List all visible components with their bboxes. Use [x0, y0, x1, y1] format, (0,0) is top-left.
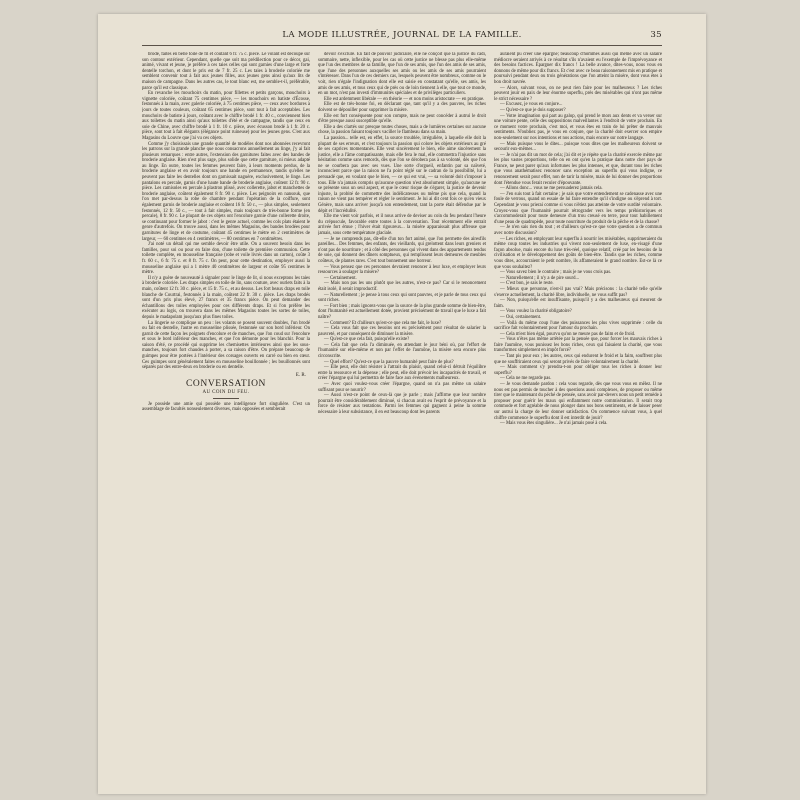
paragraph: Elle est de très-bonne foi, en déclarant que, tant qu'il y a des pauvres, les riches doivent se dépouiller pour supprimer la misère. [318, 102, 486, 113]
paragraph: — Quel effort? Qu'est-ce que la pauvre humanité peut faire de plus? [324, 359, 454, 365]
paragraph: — Certainement. [324, 275, 357, 281]
paragraph: — Mais vous êtes singulière... Je n'ai jamais posé à cela. [500, 421, 608, 427]
paragraph: — Cela m'est bien égal, pourvu qu'on ne meure pas de faim et de froid. [500, 331, 636, 337]
paragraph: — Tant pis pour eux ; les autres, ceux qui endurent le froid et la faim, souffrent plus que ne souffriraient ceux qui seront privés de faire volontairement la charité. [494, 354, 662, 365]
paragraph: — Non, puisqu'elle est insuffisante, puisqu'il y a des malheureux qui meurent de faim. [494, 298, 662, 309]
paragraph: — Aussi n'est-ce point de ceux-là que je parle ; mais j'affirme que leur nombre pourrait être considérablement diminué, si chacun avait eu l'esprit de prévoyance et la force de résister aux tentations. Parmi les femmes qui gagnent à peine la somme nécessaire à leur subsistance, il en est beaucoup dont les parents [318, 393, 486, 415]
paragraph: — Cela ne me regarde pas. [500, 376, 552, 382]
column-3 [494, 52, 662, 776]
paragraph: La lingerie se complique un peu : les volants se posent souvent doubles, l'un brodé ou fait en dentelle, l'autre en mousseline plissée, festonnée sur son bord inférieur. On garnit de cette façon les poignets d'encolure et de manches, que l'on coud sur l'encolure et sous le bord inférieur des manches, et que l'on démonte pour les blanchir. Pour la saison d'été, ce procédé qui supprime les chemisettes intérieures ainsi que les sous-manches, toujours fort chaudes à porter, a sa raison d'être. On prépare beaucoup de guimpes pour être portées à l'intérieur des corsages ouverts en carré ou bien en cœur. Ces guimpes sont généralement faites en mousseline bouillonnée ; les bouillonnés sont séparés par des entre-deux en broderie ou en dentelle. [142, 320, 310, 371]
paragraph: Je possède une amie qui possède une intelligence fort singulière. C'est un assemblage de facultés nonseulement diverses, mais opposées et semblerait [142, 401, 310, 413]
paragraph: brodé, faites en belle toile de fil et coûtant 6 fr. 75 c. pièce. Le volant est découpé sur son contour extérieur. Cependant, quelle que soit ma prédilection pour ce décor, gai, animé, vivant et jeune, je préfère à ces taies celles qui sont garnies d'une large et forte dentelle torchon, et dont le prix est de 7 fr. 25 c. Les taies à broderie coloriée me semblent convenir tout à fait aux jeunes filles, aux jeunes gens ainsi qu'aux lits de maison de campagne. Dans les autres cas, le tout blanc est, me semble-t-il, préférable, parce qu'il est classique. [142, 52, 310, 91]
text-columns [142, 52, 662, 776]
paragraph: Elle est fort conséquente pour son compte, mais ne peut concéder à autrui le droit d'être presque aussi susceptible qu'elle. [318, 113, 486, 125]
column-1 [142, 52, 310, 776]
paragraph: — Mais puisque vous le dites... puisque vous dites que les malheureux doivent se secourir eux-mêmes... [494, 141, 662, 153]
paragraph: — Comment? Et d'ailleurs qu'est-ce que cela me fait, le luxe? [324, 320, 442, 326]
paragraph: — C'est bon, je sais le reste. [500, 281, 554, 287]
paragraph: Il n'y a guère de nouveauté à signaler pour le linge de lit, si nous exceptons les taies à broderie coloriée. Les draps simples en toile de lin, sans couture, avec ourlets faits à la main, coûtent 12 fr. 30 c. pièce, et 15 fr. 75 c., et au dessus. Les fort beaux draps en toile blanche de Courtrai, festonnés à la main, coûtent 22 fr. 30 c. pièce. Les draps brodés sont d'un prix plus élevé, 27 francs et 35 francs pièce. On peut demander des échantillons des toiles employées pour ces différents draps. Et si l'on préfère les exécuter au logis, on trouvera dans les mêmes Magasins toutes les sortes de toiles, depuis le madapolam jusqu'aux plus fines toiles. [142, 275, 310, 320]
paragraph: — Naturellement ; il n'y a de pire sourd... [500, 275, 580, 281]
running-head [142, 30, 662, 44]
paragraph: — J'en suis tout à fait certaine ; je sais que votre entendement se cadenasse avec une foule de verrous, quand on essaie de lui faire entendre qu'il s'indigne ou s'éprend à tort. Cependant je vous prierai comme si vous n'étiez pas atteinte de votre surdité volontaire. Croyez-vous que l'humanité pourrait rétrograder vers les temps préhistoriques et s'accommoderait pour toute demeure d'un trou creusé en terre, pour tout habillement d'une peau de quadrupède, pour toute nourriture du produit de la pêche et de la chasse? [494, 191, 662, 225]
paragraph: — Allons donc... vous ne me persuaderez jamais cela. [500, 186, 603, 192]
article-rule [213, 398, 239, 399]
paragraph: En revanche les mouchoirs du matin, pour fillettes et petits garçons, mouchoirs à vignette coloriée, coûtant 75 centimes pièce, — les mouchoirs en batiste d'Écosse, festonnés à la main, avec galerie coloriée, à 75 centimes pièce, — ceux avec bordures à jours de toutes couleurs, coûtant 65 centimes pièce, sont tout à fait acceptables. Les mouchoirs de batiste à jours, coûtant avec le chiffre brodé 1 fr. 40 c., conviennent bien aux toilettes du matin ainsi qu'aux toilettes d'été et de campagne, tandis que ceux en soie de Chine, avec chiffre brodé à 1 fr. 10 c. pièce, avec écusson brodé à 1 fr. 20 c. pièce, sont tout à fait élégants (élégance point ruineuse) pour les jeunes gens. C'est aux Magasins du Louvre que j'ai vu ces objets. [142, 91, 310, 141]
paragraph: J'ai noté un détail qui me semble devoir être utile. On a souvent besoin dans les familles, pour soi ou pour en faire don, d'une toilette de première communion. Cette toilette complète, en mousseline française (robe et voile livrés dans un carton), coûte 3 fr. 60 c., 6 fr. 75 c. et 8 fr. 75 c. On peut, pour cette destination, employer aussi la mousseline anglaise qui a 1 mètre 40 centimètres de largeur et coûte 95 centimes le mètre. [142, 242, 310, 276]
paragraph: — Je n'ai pas dit un mot de cela; j'ai dit et je répète que la charité exercée même par les plus vastes proportions, telle on en ont qu'en la pratique dans notre cher pays de France, ne peut parer qu'aux infortunes les plus intenses, et que, durant tous les riches que vous anathématisez renoncer sans exception au superflu qui vous indigne, ce renoncement serait pour effet, non de tarir la misère, mais de lui donner des proportions dont l'étendue vous ferait reculer d'épouvante. [494, 152, 662, 186]
paragraph: — Vous n'êtes pas même arrêtée par la pensée que, pour forcer les mauvais riches à faire l'aumône, vous punissez les bons riches, ceux qui faisaient la charité, que vous transformez simplement en impôt forcé? [494, 337, 662, 354]
paragraph: auraient pu créer une épargne; beaucoup d'hommes aussi qui même avec un salaire médiocre seraient arrivés à ce résultat s'ils n'avaient eu l'exemple de l'imprévoyance et des besoins factices. Épargner dix francs ! La belle avance, dites-vous, nous vous en donnons de même pour dix francs. Et c'est avec ce beau raisonnement mis en pratique et poursuivi pendant deux ou trois générations que l'on atteint la misère, dont vous êtes à bon droit navrée. [494, 52, 662, 85]
paragraph: Elle a des clartés sur presque toutes choses, mais a de lumières certaines sur aucune chose, la passion faisant toujours vaciller le flambeau dans sa main. [318, 124, 486, 136]
journal-title: LA MODE ILLUSTRÉE, JOURNAL DE LA FAMILLE. [282, 30, 522, 40]
paragraph: — Je ne comprends pas, dit-elle d'un ton fort animé, que l'on permette des airesfils pareilles... Des femmes, des enfants, des vieillards, qui grelottent dans leurs greniers et n'ont pas de nourriture ; et à côté des personnes qui vivent dans des appartements tendus de soie, qui donnent des dîners somptueux, qui remplissent leurs demeures de meubles coûteux, de plantes rares. C'est tout bonnement une horreur. [318, 236, 486, 264]
paragraph: — Elle peut, elle doit résister à l'attrait du plaisir, quand celui-ci détruit l'équilibre entre la ressource et la dépense ; elle peut, elle doit prévoir les incapacités de travail, et créer l'épargne qui lui permettra de faire face aux événements malheureux. [318, 365, 486, 382]
page-number: 35 [650, 30, 662, 40]
paragraph: — Je n'en sais rien du tout ; et d'ailleurs qu'est-ce que votre question a de commun avec notre discussion? [494, 225, 662, 236]
paragraph: — Fort bien ; mais ignorez-vous que la source de la plus grande somme de bien-être, dont l'humanité est actuellement dotée, provient précisément de travail que le luxe a fait naître? [318, 303, 486, 320]
author-signature: E. R. [295, 372, 306, 378]
article-subtitle: AU COIN DU FEU. [202, 390, 250, 396]
paragraph: Elle est ardemment libérale — en théorie — et non moins aristocrate — en pratique. [324, 96, 485, 102]
paragraph: — Vous pensez que ces personnes devraient renoncer à leur luxe, et employer leurs ressources à soulager la misère? [318, 264, 486, 276]
paragraph: — Mais non pas les uns plutôt que les autres, n'est-ce pas? Car si le renoncement était isolé, il serait improductif. [318, 281, 486, 292]
paragraph: — Vous savez bien le contraire ; mais je ne vous crois pas. [500, 270, 612, 276]
paragraph: devoir s'exclure. En fait de pouvoir judiciaire, elle ne conçoit que la justice du cadi, sommaire, nette, inflexible, pour les cas où cette justice ne blesse pas plus elle-même que l'un des membres de sa famille, que l'un de ses amis, que l'un des amis de ses amis, que l'une des personnes auxquelles ses amis ou les amis de ses amis pourraient s'intéresser. Dans l'un de ces derniers cas, lesquels peuvent être nombreux, comme on le voit, rien n'égale l'indignation dont elle est saisie en constatant qu'elle, ses amis, les amis de ses amis, et tous ceux qui de près ou de loin tiennent à elle, que tout ce monde, en un mot, n'est pas investi d'immunités spéciales et de privilèges particuliers. [318, 52, 486, 97]
paragraph: — Votre imagination qui part au galop, qui prend le mors aux dents et va verser sur une voiture pente, celle des suppositions malveillantes à l'endroit de votre prochain. En ce moment votre prochain, c'est moi, et vous êtes en train de lui prêter de mauvais sentiments. N'oubliez pas, je vous en conjure, que la charité doit exercer son empire non-seulement sur nos intentions et nos actions, mais encore sur notre langage. [494, 113, 662, 141]
paragraph: — Voilà du même coup l'une des puissances les plus vives supprimée : celle du sacrifice fait volontairement pour l'amour du prochain. [494, 320, 662, 332]
paragraph: Elle me vient voir parfois, et il nous arrive de deviser au coin du feu pendant l'heure du crépuscule, favorable entre toutes à la conversation. Tout récemment elle entrait arrivée fort émue ; l'hiver était rigoureux... la misère apparaissait plus affreuse que jamais, sous cette température glaciale. [318, 214, 486, 236]
paragraph: Comme j'y choisissais une grande quantité de modèles dont nos abonnées recevront les patrons sur la grande planche que nous consacrons annuellement au linge, j'y ai fait plusieurs remarques : entre autres, l'extension des garnitures faites avec des bandes de broderie anglaise. Rien n'est plus sage, plus solide que cette garniture, ni mieux adapté au linge. En outre, toutes les femmes peuvent faire, à leurs moments perdus, de la broderie anglaise et en avoir toujours une bande en permanence, tandis qu'elles ne peuvent pas faire les dentelles dont on garnissait naguère, exclusivement, le linge. Les pantalons en percale, garnis d'une haute bande de broderie anglaise, coûtent 12 fr. 90 c. pièce. Les camisoles en percale à plastron plissé, avec collerette, jabot et manchettes de broderie anglaise, coûtent également 8 fr. 90 c. pièce. Les peignoirs en nansouk, que l'on met par-dessus la robe de chambre pendant l'opération de la coiffure, sont également garnis de broderie anglaise et coûtent 16 fr. 50 c., — plus simples, seulement festonnés, 12 fr. 50 c., — tout à fait simples, mais toujours de très-bonne forme (en percale), 8 fr. 90 c. Le plupart de ces objets ont l'encolure garnie d'une collerette droite, se continuant pour former le jabot : c'est le genre actuel, comme les cols plats étaient le genre d'autrefois. On trouve aussi, dans les mêmes Magasins, des bandes brodées pour garnitures de linge et de costume, coûtant 45 centimes le mètre en 2 centimètres de largeur, — 60 centimes en 4 centimètres, — 80 centimes en 7 centimètres. [142, 141, 310, 242]
paragraph: — Je vous demande pardon : cela vous regarde, dès que vous vous en mêlez. Il ne nous est pas permis de toucher à des questions aussi complexes, de proposer ou même tirer que le maintenant du péché de pensée, sans avoir par-devers nous un petit remède à proposer pour guérir les maux qui enflamment notre commisération. Il serait trop commode et fort agréable de nous plonger dans nos bons sentiments, et de laisser peser sur autrui la charge de leur donner satisfaction. On commence suivant vous, à quel chiffre commence le superflu dont il est interdit de jouir? [494, 382, 662, 421]
article-title: CONVERSATION [185, 379, 267, 390]
paragraph: — Naturellement ; je pense à tous ceux qui sont pauvres, et je parle de tous ceux qui sont riches. [318, 292, 486, 304]
column-2 [318, 52, 486, 776]
newspaper-page [98, 14, 706, 794]
paragraph: — Oui, certainement. [500, 314, 542, 320]
paragraph: — Vous voulez la charité obligatoire? [500, 309, 572, 315]
paragraph: — Cela vous fait que ces besoins ont eu précisément pour résultat de salarier la pauvreté, et par conséquent de diminuer la misère. [318, 326, 486, 337]
paragraph: — Mieux que personne, n'est-il pas vrai? Mais précisons : la charité telle qu'elle s'exerce actuellement, la charité libre, individuelle, ne vous suffit pas? [494, 286, 662, 298]
header-rule [142, 45, 662, 46]
paragraph: — Les riches, en employant leur superflu à nourrir les misérables, supprimeraient du même coup toutes les industries qui vivent non-seulement de luxe, en-visagé d'une façon absolue, mais encore du luxe très-réel, quoique relatif, créé par les besoins de la civilisation et le développement des goûts de bien-être. Tandis que les riches, comme vous dites, accourraient le petit nombre, ils affameraient le grand nombre. Est-ce là ce que vous souhaitez? [494, 236, 662, 270]
paragraph: — Mais comment s'y prendra-t-on pour obliger tous les riches à donner leur superflu? [494, 365, 662, 376]
paragraph: — Alors, suivant vous, on ne peut rien faire pour les malheureux ? Les riches peuvent jouir en paix de leur énorme superflu, près des misérables qui n'ont pas même le strict nécessaire ? [494, 85, 662, 102]
paragraph: — Qu'est-ce que je dois supposer? [500, 107, 566, 113]
paragraph: — Qu'est-ce que cela fait, puisqu'elle existe? [324, 337, 410, 343]
paragraph: La passion... telle est, en effet, la source troublée, irrégulière, à laquelle elle doit la plupart de ses erreurs, et c'est toujours la passion qui colore les objets extérieurs au gré de ses caprices momentanés. Elle veut sincèrement le bien, elle aime sincèrement la justice, elle a l'âme compatissante, mais elle fera le mal, elle commettra l'injustice sans hésitation comme sans remords, dès que l'on se dérobera pas à sa volonté, dès que l'on ne se courbera pas avec ses vues. Une sorte d'orgueil, enfantin par sa naïveté, inconscient parce que la raison ne l'a point réglé sur le cadran de la possibilité, lui a persuadé que, en voulant que le bien, — ce qui est vrai, — sa volonté doit s'imposer à tous. Elle n'a jamais compris qu'aucune question n'est absolument simple, qu'aucune ne se présente sous un seul aspect, et que le cœur risque de s'égarer, la justice de devenir injuste, la probité de commettre des indélicatesses ou même pis que cela, quand la raison ne vient pas tempérer et régler le sentiment. Je lui ai dit cent fois ce qu'en vieux Génère, mais sans arriver jusqu'à son entendement, tant la porte était défendue par le dépit et l'incrédulité. [318, 135, 486, 214]
paragraph: — Excusez, je vous en conjure... [500, 102, 563, 108]
paragraph: — Cela fait que cela l'a diminuée, en attendant le jour béni où, par l'effort de l'humanité sur elle-même et non par l'effet de l'aumône, la misère sera encore plus circonscrite. [318, 342, 486, 360]
paragraph: — Avec quoi voulez-vous créer l'épargne, quand on n'a pas même un salaire suffisant pour se nourrir? [318, 382, 486, 393]
